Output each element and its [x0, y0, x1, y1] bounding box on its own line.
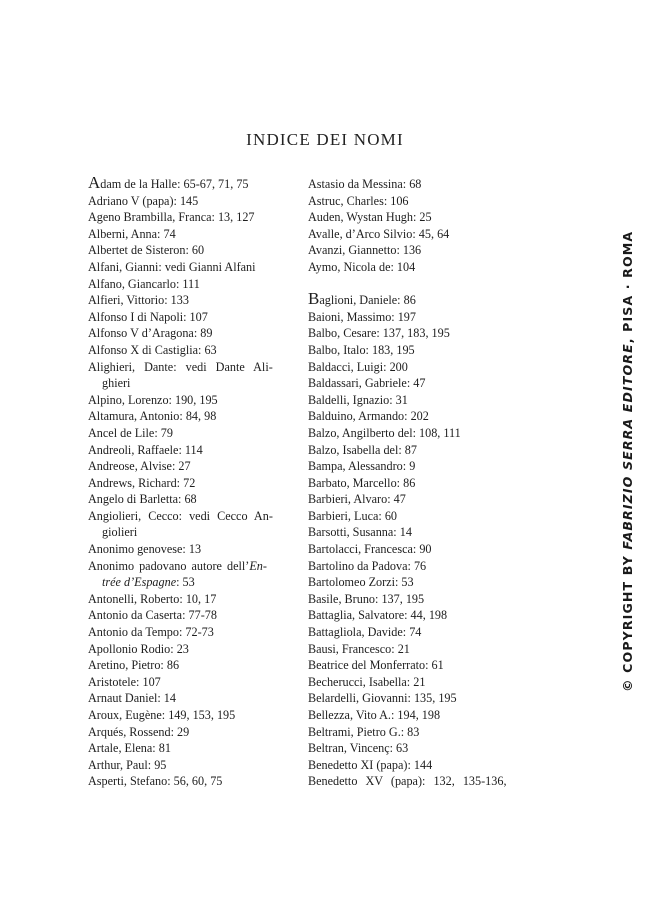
- index-entry: Aristotele: 107: [88, 674, 161, 689]
- index-entry: Ageno Brambilla, Franca: 13, 127: [88, 210, 255, 225]
- index-entry: Barbieri, Luca: 60: [308, 508, 398, 523]
- index-entry: Adam de la Halle: 65-67, 71, 75: [88, 173, 249, 192]
- index-entry: Barbato, Marcello: 86: [308, 475, 416, 490]
- copyright-notice: © COPYRIGHT BY FABRIZIO SERRA EDITORE, PISA · ROMA: [620, 230, 635, 692]
- index-entry: Bartolino da Padova: 76: [308, 558, 427, 573]
- index-entry: Battagliola, Davide: 74: [308, 625, 422, 640]
- section-initial: B: [308, 289, 320, 309]
- index-column-right: [308, 176, 520, 790]
- index-entry: Benedetto XV (papa): 132, 135-136,: [308, 774, 507, 789]
- index-entry: Aymo, Nicola de: 104: [308, 259, 416, 274]
- index-entry: Angelo di Barletta: 68: [88, 492, 197, 507]
- index-entry-continuation: giolieri: [102, 525, 138, 540]
- index-entry: Alfonso I di Napoli: 107: [88, 309, 208, 324]
- index-entry: Alfieri, Vittorio: 133: [88, 293, 189, 308]
- index-entry: Baldassari, Gabriele: 47: [308, 376, 426, 391]
- index-entry: Becherucci, Isabella: 21: [308, 674, 426, 689]
- index-entry: Anonimo genovese: 13: [88, 542, 202, 557]
- index-entry: Bellezza, Vito A.: 194, 198: [308, 708, 441, 722]
- index-entry: Antonio da Tempo: 72-73: [88, 625, 214, 640]
- index-entry: Avalle, d’Arco Silvio: 45, 64: [308, 226, 450, 241]
- index-entry: Alfano, Giancarlo: 111: [88, 276, 200, 291]
- index-entry: Balbo, Italo: 183, 195: [308, 342, 415, 357]
- index-entry: Bausi, Francesco: 21: [308, 641, 410, 656]
- index-entry: Benedetto XI (papa): 144: [308, 757, 433, 772]
- index-entry: Alberni, Anna: 74: [88, 226, 176, 241]
- index-entry: Beltran, Vincenç: 63: [308, 741, 409, 756]
- index-entry: Andreose, Alvise: 27: [88, 459, 191, 474]
- index-entry: Barsotti, Susanna: 14: [308, 525, 412, 540]
- index-column-left: [88, 173, 297, 790]
- index-entry: Asperti, Stefano: 56, 60, 75: [88, 774, 223, 789]
- index-entry: Arnaut Daniel: 14: [88, 691, 176, 706]
- index-entry: Baglioni, Daniele: 86: [308, 289, 416, 309]
- index-entry: Balduino, Armando: 202: [308, 409, 429, 424]
- index-entry: Arqués, Rossend: 29: [88, 724, 190, 739]
- index-entry: Astruc, Charles: 106: [308, 193, 409, 208]
- index-entry: Alpino, Lorenzo: 190, 195: [88, 392, 218, 407]
- index-entry: Andrews, Richard: 72: [88, 475, 196, 490]
- page-title: INDICE DEI NOMI: [246, 130, 404, 149]
- index-entry: Angiolieri, Cecco: vedi Cecco An-: [88, 508, 273, 523]
- index-entry-continuation: trée d’Espagne: 53: [102, 575, 195, 590]
- index-entry: Adriano V (papa): 145: [88, 193, 199, 208]
- index-entry: Albertet de Sisteron: 60: [88, 243, 205, 258]
- index-entry: Beatrice del Monferrato: 61: [308, 658, 444, 673]
- index-entry: Artale, Elena: 81: [88, 741, 171, 756]
- index-entry: Baldacci, Luigi: 200: [308, 359, 408, 374]
- index-entry: Apollonio Rodio: 23: [88, 641, 189, 656]
- index-entry: Avanzi, Giannetto: 136: [308, 243, 422, 258]
- index-entry: Baioni, Massimo: 197: [308, 309, 416, 324]
- index-entry: Belardelli, Giovanni: 135, 195: [308, 691, 457, 706]
- index-entry: Barbieri, Alvaro: 47: [308, 492, 406, 507]
- index-entry: Bartolomeo Zorzi: 53: [308, 575, 414, 590]
- index-entry: Antonio da Caserta: 77-78: [88, 608, 217, 623]
- section-spacer: [308, 276, 520, 293]
- index-entry: Antonelli, Roberto: 10, 17: [88, 591, 217, 606]
- index-entry: Aroux, Eugène: 149, 153, 195: [88, 708, 236, 722]
- index-entry: Bampa, Alessandro: 9: [308, 459, 416, 474]
- index-entry: Alfani, Gianni: vedi Gianni Alfani: [88, 259, 256, 274]
- index-entry-continuation: ghieri: [102, 376, 131, 391]
- index-entry: Balzo, Angilberto del: 108, 111: [308, 425, 461, 440]
- section-initial: A: [88, 173, 101, 192]
- index-entry: Andreoli, Raffaele: 114: [88, 442, 203, 457]
- index-entry: Aretino, Pietro: 86: [88, 658, 180, 673]
- index-entry: Arthur, Paul: 95: [88, 757, 167, 772]
- index-entry: Auden, Wystan Hugh: 25: [308, 210, 432, 225]
- index-entry: Astasio da Messina: 68: [308, 177, 422, 191]
- index-entry: Balbo, Cesare: 137, 183, 195: [308, 326, 450, 341]
- index-entry: Beltrami, Pietro G.: 83: [308, 724, 420, 739]
- index-entry: Anonimo padovano autore dell’En-: [88, 558, 267, 573]
- index-entry: Altamura, Antonio: 84, 98: [88, 409, 217, 424]
- index-entry: Battaglia, Salvatore: 44, 198: [308, 608, 448, 623]
- index-entry: Ancel de Lile: 79: [88, 425, 173, 440]
- index-entry: Alfonso X di Castiglia: 63: [88, 342, 217, 357]
- index-entry: Alighieri, Dante: vedi Dante Ali-: [88, 359, 273, 374]
- index-entry: Basile, Bruno: 137, 195: [308, 591, 425, 606]
- index-entry: Baldelli, Ignazio: 31: [308, 392, 408, 407]
- index-entry: Balzo, Isabella del: 87: [308, 442, 417, 457]
- index-entry: Bartolacci, Francesca: 90: [308, 542, 432, 557]
- index-entry: Alfonso V d’Aragona: 89: [88, 326, 213, 341]
